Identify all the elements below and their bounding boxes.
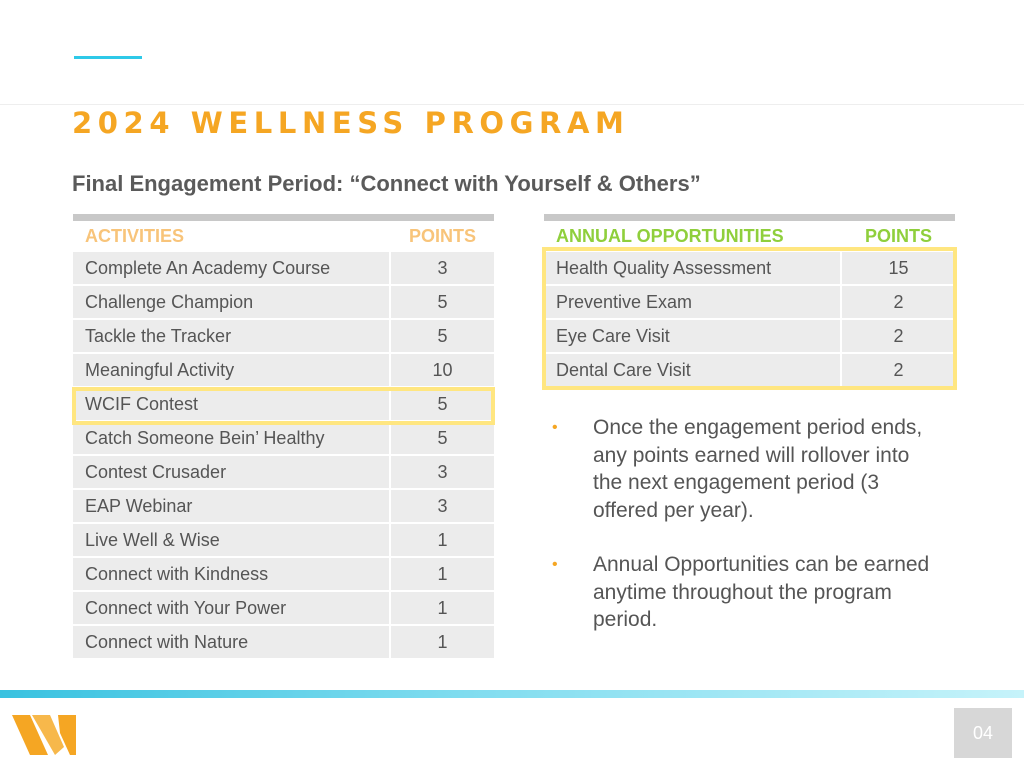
table-row [544, 286, 955, 320]
row-activity-name: Eye Care Visit [544, 320, 840, 352]
row-activity-name: Health Quality Assessment [544, 252, 840, 284]
header-divider [0, 104, 1024, 105]
annual-rows [544, 252, 955, 388]
page-subtitle: Final Engagement Period: “Connect with Yourself & Others” [72, 171, 701, 196]
annual-opportunities-table [544, 214, 955, 388]
row-points: 15 [842, 252, 955, 284]
row-activity-name: Preventive Exam [544, 286, 840, 318]
row-activity-name: Connect with Your Power [73, 592, 389, 624]
row-points: 1 [391, 592, 494, 624]
table-row [73, 456, 494, 490]
activities-rows [73, 252, 494, 660]
table-row [73, 286, 494, 320]
annual-header-points: POINTS [864, 226, 932, 246]
annual-header-row [544, 221, 955, 252]
activities-table [73, 214, 494, 660]
row-activity-name: Complete An Academy Course [73, 252, 389, 284]
row-points: 1 [391, 558, 494, 590]
row-activity-name: Tackle the Tracker [73, 320, 389, 352]
row-points: 10 [391, 354, 494, 386]
row-activity-name: Dental Care Visit [544, 354, 840, 386]
annual-table-top-bar [544, 214, 955, 221]
row-points: 2 [842, 286, 955, 318]
table-row [73, 252, 494, 286]
note-text: Annual Opportunities can be earned anytime throughout the program period. [593, 553, 930, 631]
row-activity-name: Meaningful Activity [73, 354, 389, 386]
note-item [552, 551, 952, 634]
table-row [73, 626, 494, 660]
table-row [73, 558, 494, 592]
row-activity-name: Challenge Champion [73, 286, 389, 318]
activities-table-top-bar [73, 214, 494, 221]
row-points: 1 [391, 626, 494, 658]
row-points: 2 [842, 320, 955, 352]
bullet-icon: • [552, 419, 558, 436]
row-activity-name: Contest Crusader [73, 456, 389, 488]
table-row [73, 524, 494, 558]
row-activity-name: Connect with Nature [73, 626, 389, 658]
row-points: 3 [391, 252, 494, 284]
row-activity-name: EAP Webinar [73, 490, 389, 522]
row-activity-name: Live Well & Wise [73, 524, 389, 556]
activities-header-row [73, 221, 494, 252]
row-points: 5 [391, 388, 494, 420]
company-logo-icon [12, 715, 76, 755]
note-text: Once the engagement period ends, any points earned will rollover into the next engagement period (3 offered per year). [593, 416, 923, 522]
row-points: 3 [391, 456, 494, 488]
row-activity-name: Catch Someone Bein’ Healthy [73, 422, 389, 454]
table-row [544, 354, 955, 388]
table-row [73, 422, 494, 456]
table-row [73, 388, 494, 422]
table-row [73, 320, 494, 354]
row-points: 1 [391, 524, 494, 556]
activities-header-points: POINTS [408, 226, 476, 246]
activities-header-name: ACTIVITIES [85, 226, 185, 246]
annual-header-name: ANNUAL OPPORTUNITIES [556, 226, 784, 246]
row-points: 5 [391, 286, 494, 318]
table-row [73, 354, 494, 388]
footer-stripe [0, 690, 1024, 698]
table-row [544, 252, 955, 286]
row-points: 5 [391, 422, 494, 454]
table-row [73, 592, 494, 626]
table-row [73, 490, 494, 524]
row-points: 3 [391, 490, 494, 522]
notes-list [552, 414, 952, 661]
note-item [552, 414, 952, 524]
table-row [544, 320, 955, 354]
page-title: 2024 WELLNESS PROGRAM [72, 106, 630, 140]
accent-line [74, 56, 142, 59]
row-activity-name: Connect with Kindness [73, 558, 389, 590]
page-number: 04 [954, 708, 1012, 758]
row-activity-name: WCIF Contest [73, 388, 389, 420]
bullet-icon: • [552, 556, 558, 573]
row-points: 2 [842, 354, 955, 386]
row-points: 5 [391, 320, 494, 352]
